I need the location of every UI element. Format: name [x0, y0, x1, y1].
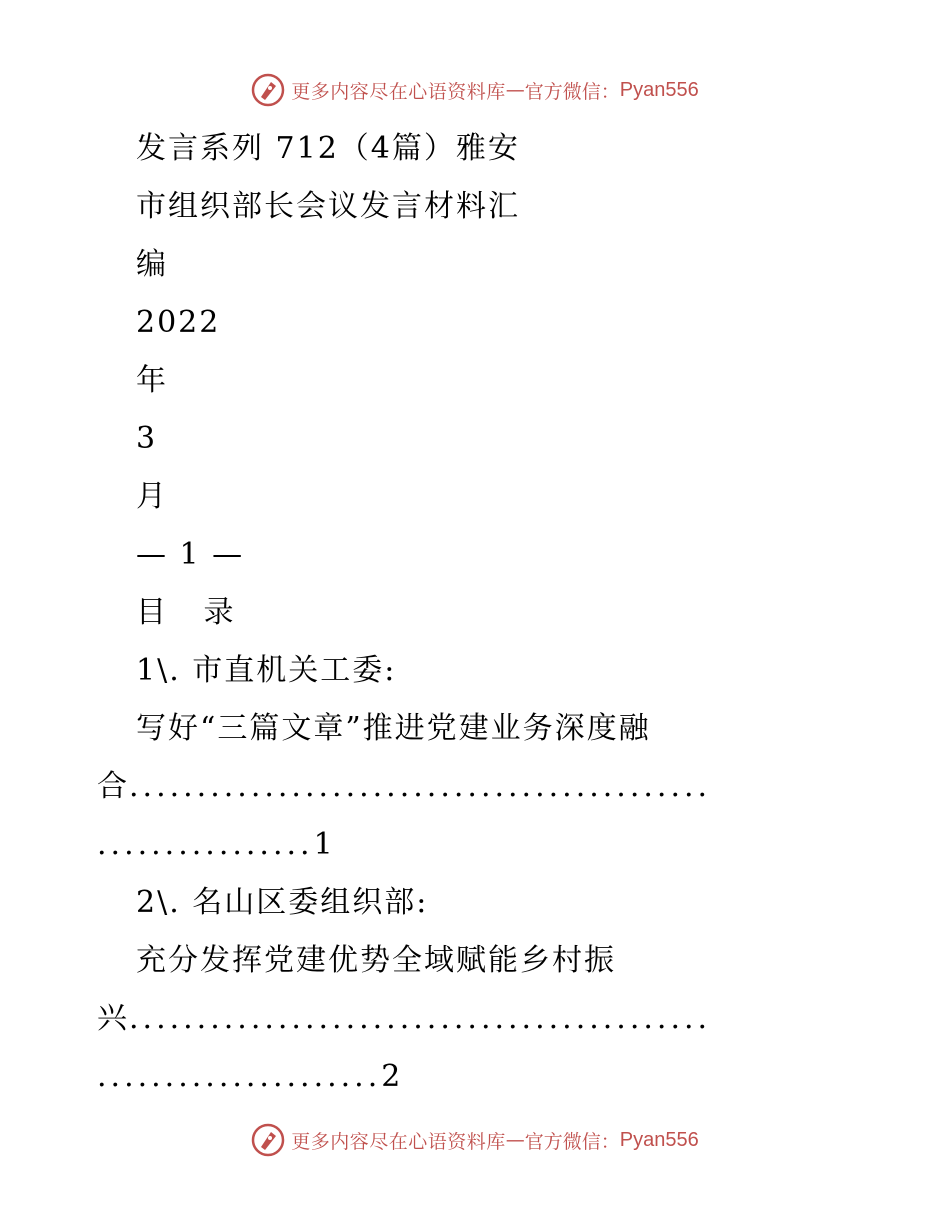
toc-entry-1-heading — [0, 642, 950, 700]
pen-nib-icon — [251, 73, 285, 107]
watermark-wechat-label: 官方微信： — [524, 1130, 620, 1153]
pen-nib-icon — [251, 1123, 285, 1157]
title-line-3: 编 — [136, 247, 168, 282]
toc-entry-number: 1\. — [136, 653, 181, 688]
toc-entry-1-title: 写好“三篇文章”推进党建业务深度融 — [136, 711, 651, 746]
toc-entry-2-title: 充分发挥党建优势全域赋能乡村振 — [136, 943, 616, 978]
toc-entry-org: 市直机关工委: — [192, 653, 397, 688]
toc-leader-dots: ................ — [97, 827, 314, 862]
title-line-1: 发言系列 712（4篇）雅安 — [136, 131, 520, 166]
toc-entry-page: 2 — [381, 1059, 403, 1094]
toc-entry-title-tail: 合 — [97, 769, 129, 804]
title-line-2: 市组织部长会议发言材料汇 — [136, 189, 520, 224]
toc-leader-dots: ........................................... — [129, 1001, 712, 1036]
watermark-separator: — — [505, 1129, 525, 1151]
watermark-separator: — — [505, 79, 525, 101]
watermark-text: 更多内容尽在心语资料库 — [291, 1130, 506, 1153]
toc-leader-dots: ..................... — [97, 1059, 382, 1094]
toc-leader-dots: ........................................... — [129, 769, 712, 804]
document-body — [0, 120, 950, 1106]
watermark-wechat-id: Pyan556 — [619, 78, 699, 101]
toc-entry-1-leader-row — [0, 758, 950, 816]
watermark-banner-bottom — [0, 1120, 950, 1160]
toc-entry-2-page-row — [0, 1048, 950, 1106]
toc-entry-page: 1 — [313, 827, 335, 862]
watermark-wechat-label: 官方微信： — [524, 80, 620, 103]
toc-entry-2-heading — [0, 874, 950, 932]
watermark-text: 更多内容尽在心语资料库 — [291, 80, 506, 103]
watermark-wechat-id: Pyan556 — [619, 1128, 699, 1151]
page-marker: — 1 — — [136, 537, 245, 572]
toc-heading: 目 录 — [136, 595, 248, 630]
toc-entry-title-tail: 兴 — [97, 1001, 129, 1036]
date-month-unit: 月 — [136, 479, 168, 514]
toc-entry-number: 2\. — [136, 885, 181, 920]
toc-entry-org: 名山区委组织部: — [192, 885, 429, 920]
date-year: 2022 — [136, 305, 221, 340]
toc-entry-2-leader-row — [0, 990, 950, 1048]
date-year-unit: 年 — [136, 363, 168, 398]
watermark-banner-top — [0, 70, 950, 110]
toc-entry-1-page-row — [0, 816, 950, 874]
date-month: 3 — [136, 421, 158, 456]
